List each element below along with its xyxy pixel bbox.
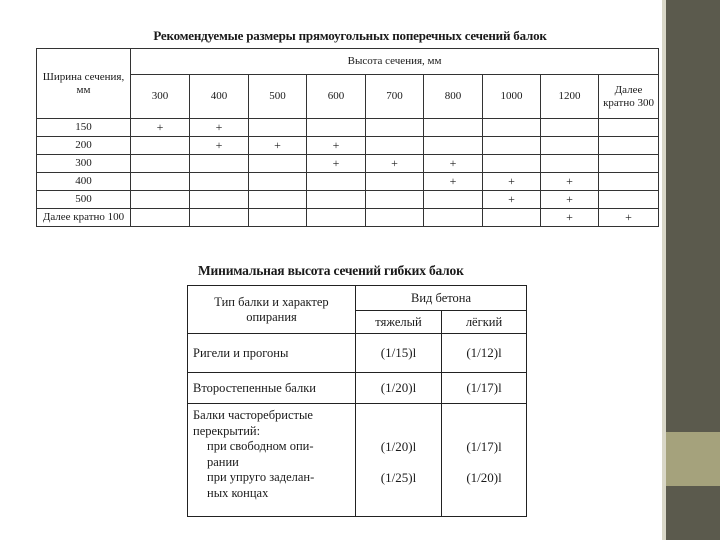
table2-title: Минимальная высота сечений гибких балок	[198, 263, 464, 278]
cell-ribbed-fixed-heavy: (1/25)l	[380, 470, 417, 485]
ribbed-line-5: при упруго заделан-	[207, 470, 315, 484]
table-cell	[541, 155, 599, 173]
width-row-label: 400	[37, 173, 131, 191]
concrete-type-header: Вид бетона	[356, 286, 527, 311]
light-concrete-header: лёгкий	[442, 311, 527, 334]
table-cell: +	[424, 155, 483, 173]
row-label-girders: Ригели и прогоны	[188, 334, 356, 373]
table-cell	[249, 119, 307, 137]
table-cell	[366, 209, 424, 227]
table-cell: +	[599, 209, 659, 227]
table-cell	[249, 191, 307, 209]
table-cell: +	[307, 155, 366, 173]
table-cell	[483, 209, 541, 227]
table-cell: +	[249, 137, 307, 155]
table-row	[37, 209, 659, 227]
table-cell: +	[541, 209, 599, 227]
table-cell	[599, 155, 659, 173]
table-row	[37, 119, 659, 137]
beam-sizes-table	[36, 48, 659, 227]
height-col-header: 800	[424, 75, 483, 119]
ribbed-line-1: Балки часторебристые	[193, 408, 313, 422]
table-cell	[366, 137, 424, 155]
table-cell	[483, 155, 541, 173]
table-cell	[541, 137, 599, 155]
height-col-header: 500	[249, 75, 307, 119]
table-cell	[190, 209, 249, 227]
table-cell	[307, 173, 366, 191]
cell-secondary-light: (1/17)l	[442, 373, 527, 404]
table-cell	[131, 137, 190, 155]
table-cell	[483, 119, 541, 137]
slide-sidebar-accent	[666, 432, 720, 486]
cell-girders-light: (1/12)l	[442, 334, 527, 373]
table-cell	[249, 209, 307, 227]
table-cell	[307, 119, 366, 137]
table-cell	[307, 209, 366, 227]
cell-girders-heavy: (1/15)l	[356, 334, 442, 373]
table-cell	[541, 119, 599, 137]
table-cell	[424, 137, 483, 155]
table-row	[37, 155, 659, 173]
table-cell	[131, 173, 190, 191]
table-cell	[483, 137, 541, 155]
height-col-header: 300	[131, 75, 190, 119]
cell-ribbed-light	[442, 404, 527, 517]
table-cell	[424, 119, 483, 137]
beam-type-header: Тип балки и характер опирания	[188, 286, 356, 334]
table-cell	[366, 173, 424, 191]
table-cell: +	[541, 173, 599, 191]
height-col-header: 600	[307, 75, 366, 119]
cell-ribbed-fixed-light: (1/20)l	[466, 470, 502, 485]
table-cell	[190, 155, 249, 173]
height-col-header: Далее кратно 300	[599, 75, 659, 119]
height-col-header: 1000	[483, 75, 541, 119]
ribbed-line-3: при свободном опи-	[207, 439, 314, 453]
height-header: Высота сечения, мм	[131, 49, 659, 75]
height-col-header: 1200	[541, 75, 599, 119]
width-row-label: 300	[37, 155, 131, 173]
table-cell: +	[190, 137, 249, 155]
ribbed-line-2: перекрытий:	[193, 423, 261, 438]
table-cell	[190, 173, 249, 191]
width-row-label: Далее кратно 100	[37, 209, 131, 227]
width-row-label: 150	[37, 119, 131, 137]
cell-secondary-heavy: (1/20)l	[356, 373, 442, 404]
table-cell	[424, 191, 483, 209]
table-cell: +	[131, 119, 190, 137]
table-cell: +	[424, 173, 483, 191]
table-cell	[249, 173, 307, 191]
table-cell	[366, 191, 424, 209]
row-label-secondary: Второстепенные балки	[188, 373, 356, 404]
table-cell: +	[190, 119, 249, 137]
table-cell	[599, 119, 659, 137]
cell-ribbed-heavy	[356, 404, 442, 517]
table-row	[37, 137, 659, 155]
table-cell: +	[483, 191, 541, 209]
table-cell: +	[366, 155, 424, 173]
table-cell	[190, 191, 249, 209]
height-col-header: 700	[366, 75, 424, 119]
table-cell	[131, 191, 190, 209]
table-cell: +	[483, 173, 541, 191]
row-label-ribbed	[188, 404, 356, 517]
table-cell	[307, 191, 366, 209]
table-cell: +	[307, 137, 366, 155]
width-header: Ширина сечения, мм	[37, 49, 131, 119]
table-cell	[131, 155, 190, 173]
ribbed-line-6: ных концах	[207, 485, 269, 500]
table-row	[37, 191, 659, 209]
width-row-label: 500	[37, 191, 131, 209]
table-cell	[599, 191, 659, 209]
heavy-concrete-header: тяжелый	[356, 311, 442, 334]
table-cell	[599, 173, 659, 191]
table-cell	[366, 119, 424, 137]
cell-ribbed-free-heavy: (1/20)l	[380, 439, 417, 454]
table1-title: Рекомендуемые размеры прямоугольных поперечных сечений балок	[153, 28, 547, 43]
table-cell	[131, 209, 190, 227]
table-cell: +	[541, 191, 599, 209]
cell-ribbed-free-light: (1/17)l	[466, 439, 502, 454]
width-row-label: 200	[37, 137, 131, 155]
min-height-table	[187, 285, 527, 517]
ribbed-line-4: рании	[207, 454, 239, 469]
table-cell	[249, 155, 307, 173]
table-cell	[424, 209, 483, 227]
height-col-header: 400	[190, 75, 249, 119]
table-cell	[599, 137, 659, 155]
table-row	[37, 173, 659, 191]
